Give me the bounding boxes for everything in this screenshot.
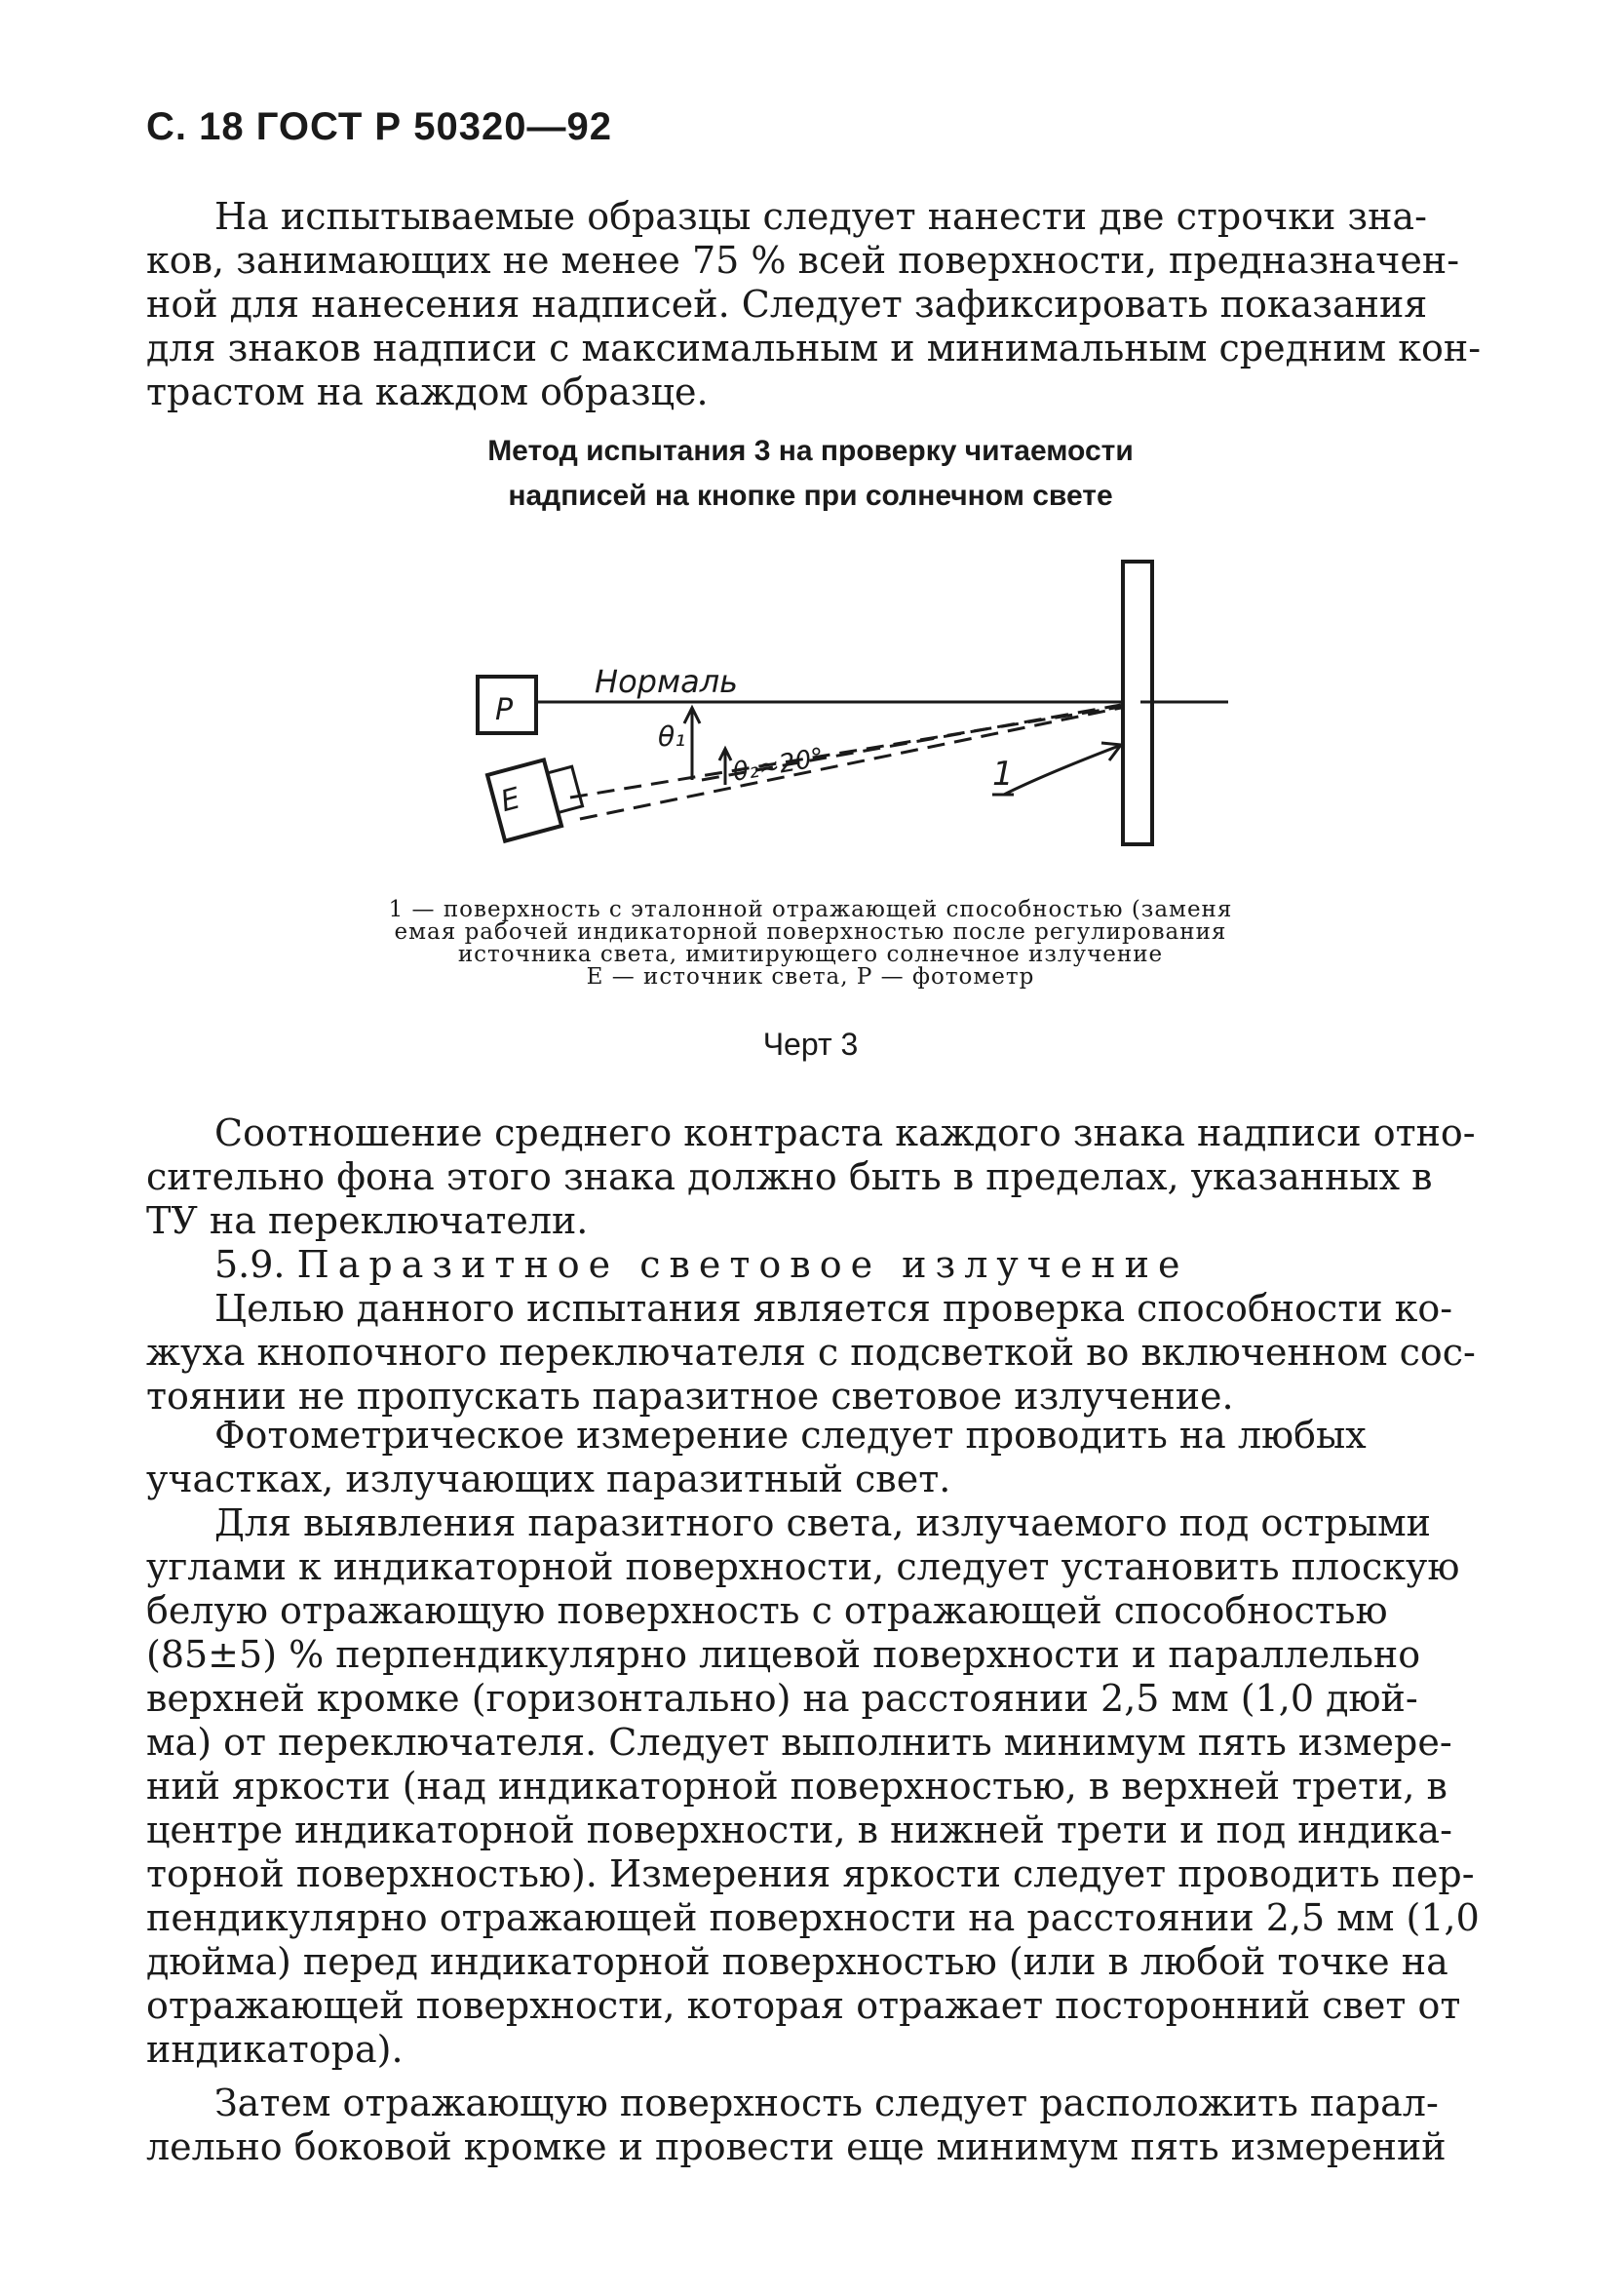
paragraph-side-edge — [146, 2082, 1489, 2169]
text-line: верхней кромке (горизонтально) на расстоянии 2,5 мм (1,0 дюй- — [146, 1677, 1418, 1720]
caption-line: 1 — поверхность с эталонной отражающей способностью (заменя — [388, 897, 1233, 922]
method-title-line: надписей на кнопке при солнечном свете — [508, 480, 1113, 512]
text-line: трастом на каждом образце. — [146, 370, 709, 413]
text-line: для знаков надписи с максимальным и минимальным средним кон- — [146, 327, 1482, 370]
text-line: торной поверхностью). Измерения яркости следует проводить пер- — [146, 1852, 1475, 1895]
test-setup-diagram — [458, 546, 1228, 868]
label-1: 1 — [992, 755, 1014, 794]
page-header: С. 18 ГОСТ Р 50320—92 — [146, 105, 612, 148]
caption-line: Е — источник света, Р — фотометр — [586, 964, 1035, 990]
paragraph-procedure — [146, 1501, 1489, 2072]
label-e: E — [496, 781, 524, 820]
label-theta1: θ₁ — [658, 720, 686, 753]
label-normal: Нормаль — [595, 663, 739, 700]
text-line: индикатора). — [146, 2028, 404, 2071]
paragraph-contrast — [146, 1111, 1489, 1243]
text-line: пендикулярно отражающей поверхности на расстоянии 2,5 мм (1,0 — [146, 1896, 1480, 1939]
section-title: Паразитное световое излучение — [296, 1243, 1189, 1286]
text-line: отражающей поверхности, которая отражает посторонний свет от — [146, 1984, 1461, 2027]
text-line: центре индикаторной поверхности, в нижней трети и под индика- — [146, 1809, 1452, 1851]
figure-label: Черт 3 — [762, 1027, 859, 1062]
text-line: ной для нанесения надписей. Следует зафиксировать показания — [146, 283, 1428, 326]
label-theta2: θ₂≈20° — [730, 742, 827, 788]
caption-line: емая рабочей индикаторной поверхностью после регулирования — [394, 919, 1227, 945]
section-number: 5.9. — [214, 1243, 286, 1286]
text-line: На испытываемые образцы следует нанести две строчки зна- — [214, 195, 1427, 238]
text-line: сительно фона этого знака должно быть в пределах, указанных в — [146, 1155, 1433, 1198]
text-line: жуха кнопочного переключателя с подсветкой во включенном сос- — [146, 1331, 1476, 1374]
method-title — [0, 429, 1621, 519]
paragraph-purpose — [146, 1287, 1489, 1419]
text-line: углами к индикаторной поверхности, следует установить плоскую — [146, 1545, 1460, 1588]
figure-caption — [0, 899, 1621, 989]
section-heading-line — [146, 1243, 1489, 1287]
label-1-pointer — [1004, 746, 1119, 795]
paragraph-intro — [146, 195, 1489, 414]
text-line: Целью данного испытания является проверка способности ко- — [214, 1287, 1453, 1330]
text-line: участках, излучающих паразитный свет. — [146, 1458, 951, 1500]
text-line: (85±5) % перпендикулярно лицевой поверхности и параллельно — [146, 1633, 1421, 1676]
text-line: дюйма) перед индикаторной поверхностью (или в любой точке на — [146, 1940, 1448, 1983]
text-line: ТУ на переключатели. — [146, 1199, 589, 1242]
text-line: Соотношение среднего контраста каждого знака надписи отно- — [214, 1111, 1476, 1154]
text-line: Фотометрическое измерение следует проводить на любых — [214, 1414, 1367, 1457]
section-heading — [146, 1243, 1489, 1287]
text-line: Затем отражающую поверхность следует расположить парал- — [214, 2082, 1439, 2124]
text-line: лельно боковой кромке и провести еще минимум пять измерений — [146, 2125, 1447, 2168]
method-title-line: Метод испытания 3 на проверку читаемости — [487, 435, 1134, 467]
text-line: ков, занимающих не менее 75 % всей поверхности, предназначен- — [146, 239, 1460, 282]
text-line: Для выявления паразитного света, излучаемого под острыми — [214, 1501, 1431, 1544]
label-p: P — [495, 693, 514, 727]
paragraph-photometric — [146, 1414, 1489, 1501]
text-line: тоянии не пропускать паразитное световое излучение. — [146, 1375, 1234, 1418]
text-line: ний яркости (над индикаторной поверхностью, в верхней трети, в — [146, 1765, 1447, 1808]
text-line: ма) от переключателя. Следует выполнить минимум пять измере- — [146, 1721, 1452, 1764]
text-line: белую отражающую поверхность с отражающей способностью — [146, 1589, 1388, 1632]
caption-line: источника света, имитирующего солнечное излучение — [457, 942, 1164, 967]
